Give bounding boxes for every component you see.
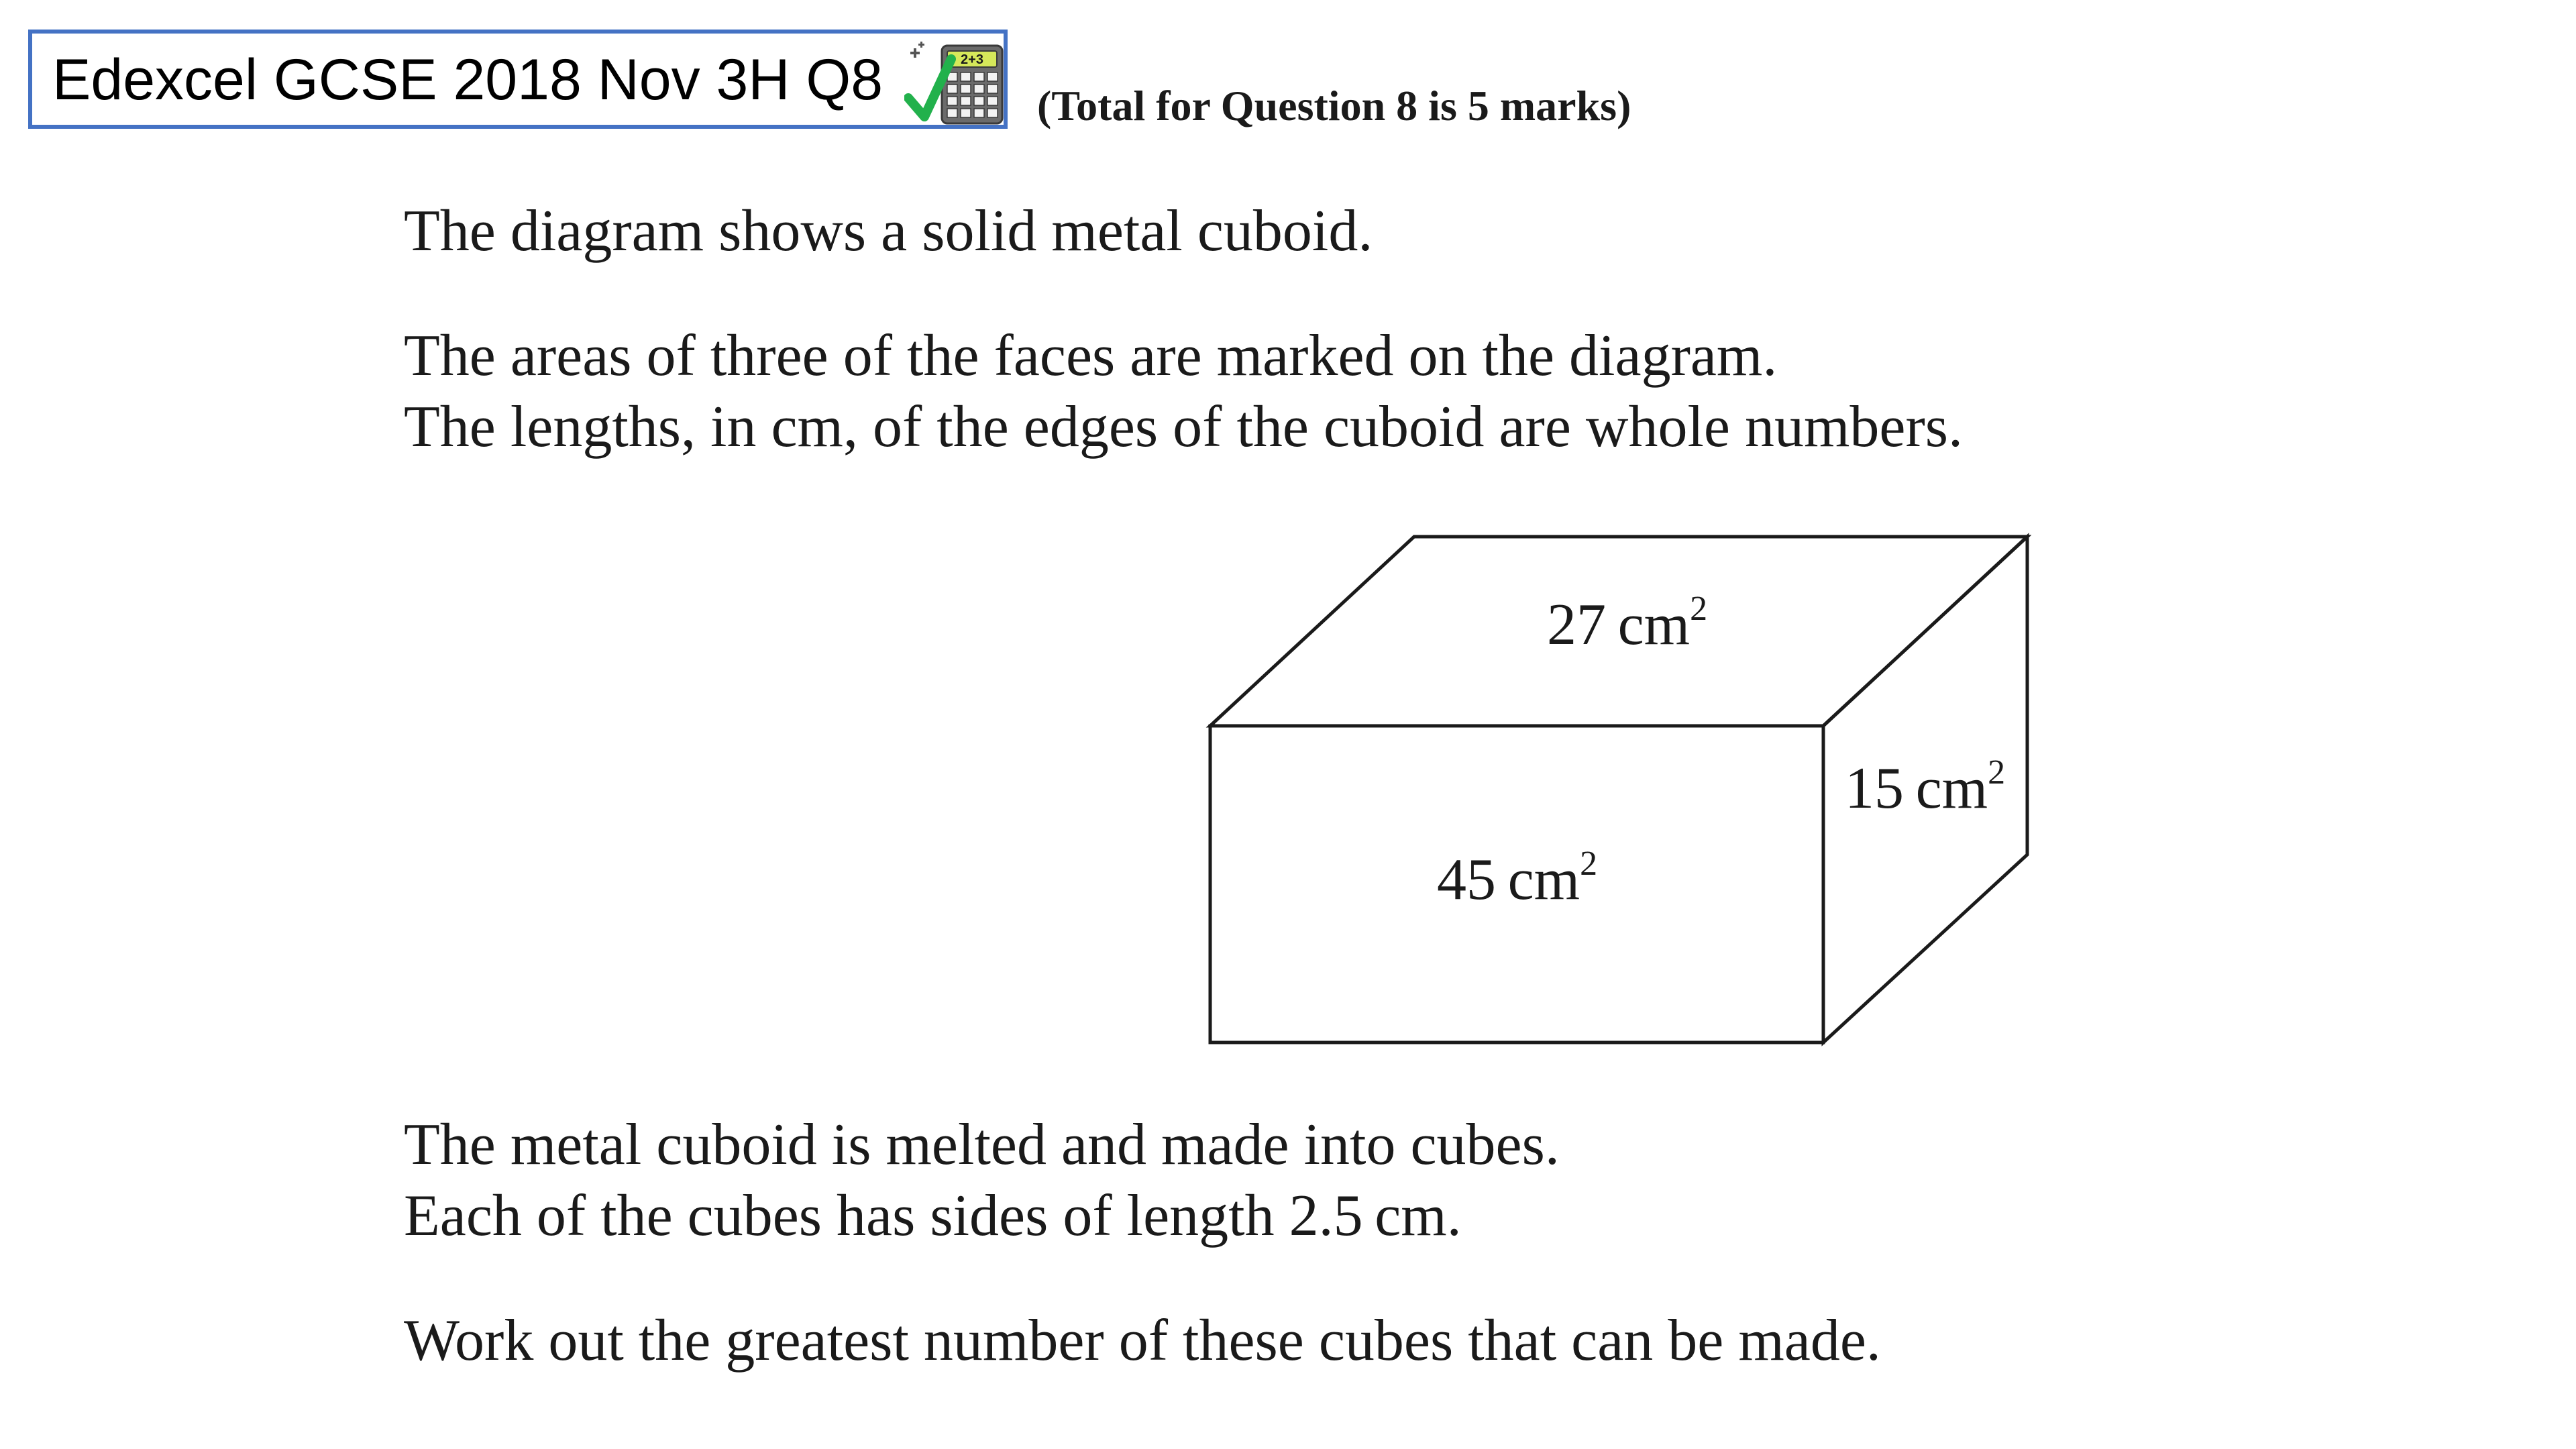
top-face-area-power: 2 [1690, 590, 1708, 628]
front-face-area-value: 45 cm [1437, 847, 1580, 912]
question-line-1: The diagram shows a solid metal cuboid. [404, 199, 1373, 264]
front-face-area-power: 2 [1580, 845, 1598, 883]
question-title: Edexcel GCSE 2018 Nov 3H Q8 [52, 48, 883, 112]
question-line-2: The areas of three of the faces are marked on the diagram. [404, 323, 1778, 388]
side-face-area-value: 15 cm [1845, 756, 1988, 821]
total-marks: (Total for Question 8 is 5 marks) [1037, 82, 1631, 129]
question-line-6: Work out the greatest number of these cubes that can be made. [404, 1308, 1881, 1373]
side-face-area-power: 2 [1988, 753, 2006, 792]
question-line-4: The metal cuboid is melted and made into cubes. [404, 1112, 1560, 1177]
top-face-area-label [1547, 592, 1707, 659]
calculator-display-text: 2+3 [961, 52, 983, 67]
sparkle-icon [910, 42, 924, 58]
question-line-5: Each of the cubes has sides of length 2.5 cm. [404, 1183, 1462, 1248]
side-face-area-label [1845, 755, 2005, 822]
front-face-area-label [1437, 847, 1597, 914]
calculator-allowed-icon [904, 36, 1005, 127]
question-header [28, 30, 1008, 129]
question-line-3: The lengths, in cm, of the edges of the cuboid are whole numbers. [404, 394, 1964, 460]
top-face-area-value: 27 cm [1547, 592, 1690, 657]
